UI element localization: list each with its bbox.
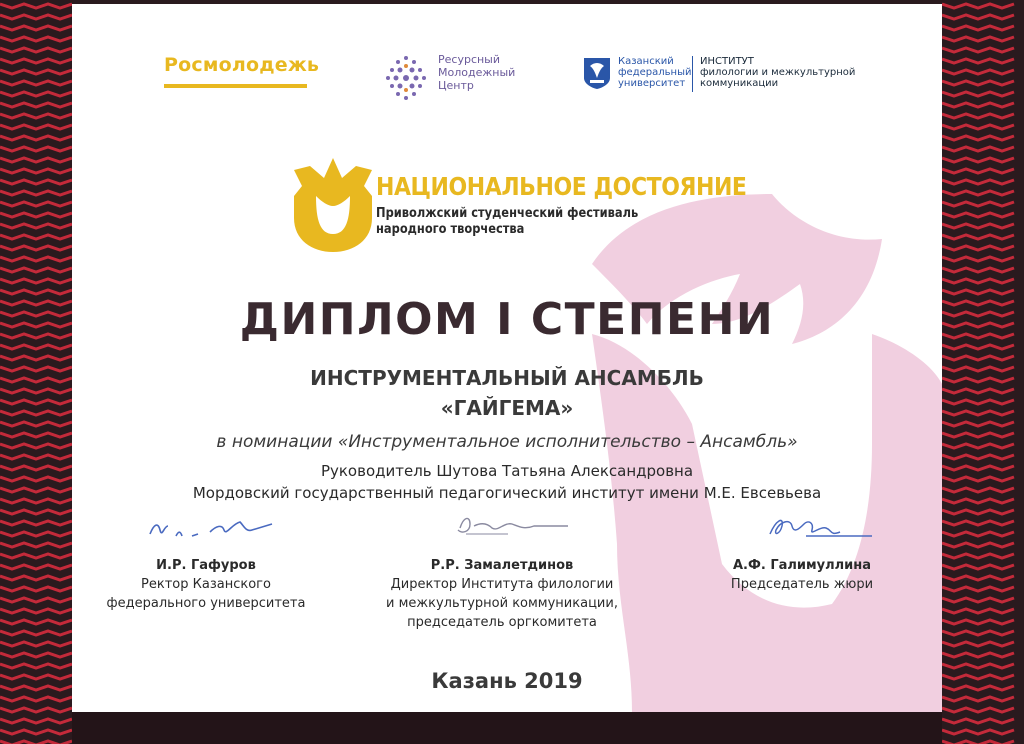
city-year: Казань 2019 — [431, 669, 583, 693]
ensemble-type: ИНСТРУМЕНТАЛЬНЫЙ АНСАМБЛЬ — [310, 366, 704, 390]
festival-tulip-logo-icon — [292, 156, 374, 254]
institute-line: филологии и межкультурной — [700, 67, 856, 78]
signature-galimullina — [762, 510, 892, 546]
kfu-line: федеральный — [618, 67, 692, 78]
kfu-line: университет — [618, 78, 686, 89]
logo-separator — [692, 56, 693, 92]
festival-title: НАЦИОНАЛЬНОЕ ДОСТОЯНИЕ — [376, 172, 747, 201]
signatory-role: федерального университета — [106, 596, 306, 611]
signatory-name: И.Р. Гафуров — [156, 558, 256, 573]
signature-zamaletdinov — [448, 508, 578, 544]
signature-gafurov — [142, 512, 282, 548]
bottom-dark-strip — [72, 712, 942, 744]
signatory-2 — [372, 556, 632, 632]
institute-line: ИНСТИТУТ — [700, 56, 754, 67]
rosmolodezh-logo: Росмолодежь — [164, 54, 320, 76]
festival-subtitle-line: Приволжский студенческий фестиваль — [376, 206, 639, 221]
resource-center-dots-icon — [382, 52, 430, 100]
signatory-role: Ректор Казанского — [141, 577, 271, 592]
institute-name — [700, 56, 855, 89]
festival-subtitle-line: народного творчества — [376, 222, 525, 237]
signatory-role: Председатель жюри — [730, 577, 874, 592]
right-decorative-border — [942, 0, 1024, 744]
kfu-crest-icon — [582, 56, 612, 90]
diploma-title: ДИПЛОМ I СТЕПЕНИ — [239, 294, 775, 345]
signatory-1 — [72, 556, 340, 613]
rosmolodezh-underline — [164, 84, 307, 88]
signatory-role: председатель оргкомитета — [407, 615, 597, 630]
kfu-name — [618, 56, 691, 89]
nomination: в номинации «Инструментальное исполнительство – Ансамбль» — [216, 432, 798, 452]
institution: Мордовский государственный педагогический институт имени М.Е. Евсевьева — [192, 484, 822, 502]
resource-center-name — [438, 53, 558, 92]
kfu-line: Казанский — [618, 56, 674, 67]
institute-line: коммуникации — [700, 78, 779, 89]
resource-center-line: Молодежный — [438, 66, 516, 79]
resource-center-line: Центр — [438, 79, 474, 92]
resource-center-line: Ресурсный — [438, 53, 501, 66]
signatory-name: А.Ф. Галимуллина — [732, 558, 872, 573]
signatory-3 — [712, 556, 892, 594]
diploma-sheet — [72, 4, 942, 712]
leader: Руководитель Шутова Татьяна Александровна — [320, 462, 694, 480]
signatory-role: Директор Института филологии — [390, 577, 614, 592]
ensemble-name: «ГАЙГЕМА» — [440, 396, 574, 420]
signatory-name: Р.Р. Замалетдинов — [430, 558, 574, 573]
left-decorative-border — [0, 0, 72, 744]
festival-subtitle — [376, 206, 638, 238]
signatory-role: и межкультурной коммуникации, — [386, 596, 618, 611]
